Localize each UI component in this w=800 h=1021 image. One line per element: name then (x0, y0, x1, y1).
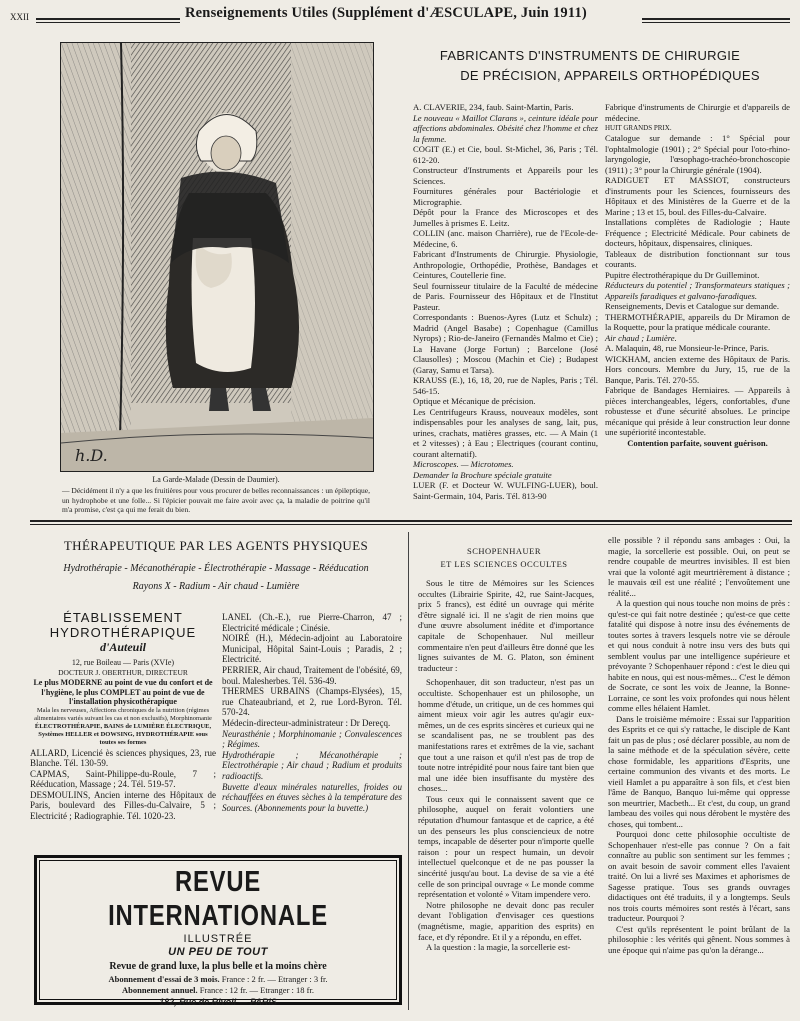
fabricants-col-right (605, 102, 790, 448)
therapeutique-title: THÉRAPEUTIQUE PAR LES AGENTS PHYSIQUES (63, 538, 369, 553)
list-item: Installations complètes de Radiologie ; Haute Fréquence ; Electricité Médicale. Pour cabinets de docteurs, hôpitaux, dispensaires, cliniques. (605, 217, 790, 248)
list-item: Fabrique de Bandages Herniaires. — Appareils à pièces interchangeables, légers, confortables, d'une robustesse et d'une sécurité absolues. Le principe mécanique qui préside à leur construction leur donne une supériorité incontestable. (605, 385, 790, 437)
article-paragraph: Sous le titre de Mémoires sur les Sciences occultes (Librairie Spirite, 42, rue Saint-Jacques, prix 5 francs), est édité un ouvrage qui mérite d'être signalé ici. Il ne s'agit de rien moins que d'une œuvre absolument inédite et d'importance capitale de Schopenhauer. Nul meilleur commentaire n'en peut d'ailleurs être donné que les lignes suivantes de M. G. Platon, son éminent traducteur : (418, 578, 594, 673)
etab-address: 12, rue Boileau — Paris (XVIe) (71, 658, 175, 667)
etab-title-2: HYDROTHÉRAPIQUE (49, 625, 197, 640)
therapeutique-col-mid (222, 612, 402, 813)
article-heading (414, 545, 594, 571)
etab-equipment: ÉLECTROTHÉRAPIE, BAINS de LUMIÈRE ÉLECTRIQUE, Systèmes HELLER et DOWSING, HYDROTHÉRAPIE sous toutes ses formes (34, 722, 212, 746)
list-item: Neurasthénie ; Morphinomanie ; Convalescences ; Régimes. (222, 728, 402, 750)
list-item: Fabricant d'Instruments de Chirurgie. Physiologie, Anthropologie, Orthopédie, Prothèse, Bandages et Ceintures, Coutellerie fine. (413, 249, 598, 280)
revue-description: Revue de grand luxe, la plus belle et la moins chère (109, 961, 327, 972)
article-paragraph: Tous ceux qui le connaissent savent que ce philosophe, auquel on ferait volontiers une réputation d'humour fantasque et de caprice, a été un des penseurs les plus consciencieux de notre temps, incapable de déserter pour n'importe quelle raison : pour un respect humain, un devoir intellectuel quelconque et de ne pas pousser la sincérité jusqu'au bout. La devise de sa vie a été celle de son principal ouvrage « Le monde comme représentation et volonté » Vitam impendere vero. (418, 793, 594, 900)
illustration-caption-text: — Décidément il n'y a que les fruitières pour vous procurer de belles reconnaissances : un épileptique, un hydrophobe et une folle... Si l'épicier pouvait me faire avoir avec ça, la maladie de poitrine qu'il m'a promise, c'est ça qui me ferait du bien. (62, 486, 370, 514)
revue-address: 182, Rue de Rivoli — PARIS (159, 997, 277, 1007)
revue-abo-essai-prices: France : 2 fr. — Etranger : 3 fr. (221, 974, 328, 984)
list-item: Dépôt pour la France des Microscopes et des Jumelles à prismes E. Leitz. (413, 207, 598, 228)
list-item: Seul fournisseur titulaire de la Faculté de médecine de Paris. Fournisseur des Hôpitaux et de l'Institut Pasteur. (413, 280, 598, 312)
article-paragraph: C'est qu'ils représentent le point brûlant de la philosophie : les vérités qui gênent. Nous sommes à une époque qui n'aime pas qu'on la dérange... (608, 923, 790, 955)
header-rule-left (36, 18, 180, 23)
list-item: A. CLAVERIE, 234, faub. Saint-Martin, Paris. (413, 102, 574, 112)
therapeutique-subtitle-1: Hydrothérapie - Mécanothérapie - Électrothérapie - Massage - Rééducation (63, 563, 369, 574)
list-item: NOIRÉ (H.), Médecin-adjoint au Laboratoire Municipal, Hôpital Saint-Louis ; Paradis, 2 ; Electricité. (222, 633, 402, 665)
header-rule-right (642, 18, 790, 23)
revue-ad (34, 855, 402, 1005)
list-item: Fournitures générales pour Bactériologie et Micrographie. (413, 186, 598, 207)
etablissement-block (30, 610, 216, 821)
list-item: Microscopes. — Microtomes. (413, 459, 514, 469)
list-item: Tableaux de distribution fonctionnant sur tous courants. (605, 248, 790, 269)
revue-tagline: UN PEU DE TOUT (168, 946, 268, 958)
therapeutique-subtitle-2: Rayons X - Radium - Air chaud - Lumière (132, 581, 300, 592)
list-item: COGIT (E.) et Cie, boul. St-Michel, 36, Paris ; Tél. 612-20. (413, 144, 598, 165)
revue-abo-annuel-prices: France : 12 fr. — Etranger : 18 fr. (199, 985, 314, 995)
list-item: A. Malaquin, 48, rue Monsieur-le-Prince, Paris. (605, 343, 770, 353)
fabricants-title-1: FABRICANTS D'INSTRUMENTS DE CHIRURGIE (439, 48, 741, 63)
section-divider (30, 520, 792, 525)
list-item: LANEL (Ch.-E.), rue Pierre-Charron, 47 ; Electricité médicale ; Cinésie. (222, 612, 402, 633)
etab-description: Le plus MODERNE au point de vue du confort et de l'hygiène, le plus COMPLET au point de vue de l'installation physicothérapique (33, 678, 213, 706)
list-item: Demander la Brochure spéciale gratuite (413, 469, 552, 480)
list-item: Air chaud ; Lumière. (605, 332, 677, 343)
list-item: Constructeur d'Instruments et Appareils pour les Sciences. (413, 165, 598, 186)
revue-abo-essai-label: Abonnement d'essai de 3 mois. (108, 974, 220, 984)
article-title-1: SCHOPENHAUER (466, 546, 541, 556)
fabricants-heading (390, 46, 790, 86)
list-item: Fabrique d'instruments de Chirurgie et d'appareils de médecine. (605, 102, 790, 123)
list-item: Contention parfaite, souvent guérison. (627, 437, 768, 448)
list-item: Réducteurs du potentiel ; Transformateurs statiques ; Appareils faradiques et galvano-faradiques. (605, 280, 790, 301)
list-item: Catalogue sur demande : 1° Spécial pour l'ophtalmologie (1901) ; 2° Spécial pour l'oto-rhino-laryngologie, l'œsophago-trachéo-bronchoscopie (1911) ; 3° pour la Chirurgie générale (1904). (605, 133, 790, 175)
header-title: Renseignements Utiles (Supplément d'ÆSCULAPE, Juin 1911) (185, 5, 587, 21)
etab-director: DOCTEUR J. OBERTHUR, DIRECTEUR (58, 668, 188, 677)
list-item: ALLARD, Licencié ès sciences physiques, 23, rue Blanche. Tél. 130-59. (30, 747, 216, 768)
etab-title-3: d'Auteuil (99, 640, 146, 654)
article-paragraph: Dans le troisième mémoire : Essai sur l'apparition des Esprits et ce qui s'y rattache, le disciple de Kant fait un pas de plus ; osé déclarer possible, au nom de la saine méthode et de la spéculation sévère, cette chose formidable, les apparitions d'Esprits, une certaine communion des vivants et des morts. Le vieil Hamlet a pu apparaître à son fils, et c'est bien l'âme de Banquo, Banquo lui-même qui oppresse son meurtrier, Macbeth... Et c'est, du coup, un grand lambeau des voiles qui nous dérobent le mystère des choses, qui tombent... (608, 713, 790, 829)
article-title-2: ET LES SCIENCES OCCULTES (440, 559, 568, 569)
list-item: HUIT GRANDS PRIX. (605, 124, 672, 132)
list-item: Hydrothérapie ; Mécanothérapie ; Electrothérapie ; Air chaud ; Radium et produits radioactifs. (222, 749, 402, 781)
revue-title: REVUE INTERNATIONALE (108, 866, 328, 932)
revue-illustree: ILLUSTRÉE (183, 933, 253, 945)
list-item: Renseignements, Devis et Catalogue sur demande. (605, 301, 779, 311)
list-item: COLLIN (anc. maison Charrière), rue de l'Ecole-de-Médecine, 6. (413, 228, 598, 249)
article-paragraph: A la question qui nous touche non moins de près : qu'est-ce qui fait notre destinée ; qu'est-ce que cette fatalité qui dispose à notre insu des événements de toutes sortes à travers lesquels notre vie se déroule et qui nous conduit à notre insu vers des buts qui semblent voulus par une intelligence supérieure et prévoyante ? Schopenhauer répond : c'est le dieu qui habite en nous, qui est nous-mêmes... C'est le démon de Socrate, ce sont les voix de Jeanne, la Bonne-Lorraine, ce sont les voix profondes qui nous hèlent comme elles hélaient Hamlet. (608, 598, 790, 713)
list-item: Optique et Mécanique de précision. (413, 396, 536, 406)
list-item: PERRIER, Air chaud, Traitement de l'obésité, 69, boul. Malesherbes. Tél. 536-49. (222, 664, 402, 686)
illustration-frame (60, 42, 374, 472)
article-col-1 (418, 578, 594, 1006)
illustration-caption-title: La Garde-Malade (Dessin de Daumier). (152, 475, 280, 484)
article-col-2 (608, 535, 790, 1007)
list-item: THERMOTHÉRAPIE, appareils du Dr Miramon de la Roquette, pour la pratique médicale courante. (605, 311, 790, 332)
article-paragraph: elle possible ? il répondu sans ambages : Oui, la magie, la sorcellerie est possible. Oui, on peut se rendre coupable de meurtres invisibles. Il est bien vrai que la volonté agit meurtrièrement à distance ; le mauvais œil est une réalité ; l'envoûtement une réalité... (608, 535, 790, 598)
list-item: KRAUSS (E.), 16, 18, 20, rue de Naples, Paris ; Tél. 546-15. (413, 375, 598, 396)
column-divider (408, 532, 409, 1010)
illustration-signature: h.D. (75, 446, 108, 465)
list-item: Buvette d'eaux minérales naturelles, froides ou réchauffées en étuves sèches à la température des Sources. (Abonnements pour la buvette.) (222, 781, 402, 813)
article-paragraph: Schopenhauer, dit son traducteur, n'est pas un occultiste. Schopenhauer est un philosophe, un homme d'étude, un critique, un de ces hommes qui aiment mieux voir agir les autres qu'agir eux-mêmes, un de ces esprits sincères et curieux qui ne se scandalisent pas, ne se troublent pas des manifestations rares et extrêmes de la vie, sachant que tout a une raison et qu'il n'est pas de trop de toute notre intrépidité pour nous faire tant bien que mal une idée bien insuffisante du mystère des choses... (418, 677, 594, 794)
etab-indications: Mala les nerveuses, Affections chroniques de la nutrition (régimes alimentaires variés suivant les cas et non exclusifs), Morphinomanie (34, 706, 212, 722)
list-item: THERMES URBAINS (Champs-Elysées), 15, rue Chateaubriand, et 2, rue Lord-Byron. Tél. 570-24. (222, 686, 402, 718)
revue-abo-annuel-label: Abonnement annuel. (122, 985, 198, 995)
fabricants-title-2: DE PRÉCISION, APPAREILS ORTHOPÉDIQUES (460, 68, 760, 83)
article-paragraph: Pourquoi donc cette philosophie occultiste de Schopenhauer n'est-elle pas connue ? On a fait connaître au public son sentiment sur les femmes ; on avait besoin de savoir comment elles l'avaient traité. On lui a livré ses Maximes et aphorismes de Sagesse pratique. Tous ses grands ouvrages didactiques ont été traduits, il y a longtemps. Seuls nos trois courts mémoires sont restés à l'écart, sans traducteur. Pourquoi ? (608, 829, 790, 923)
page-header (10, 5, 790, 32)
daumier-drawing (61, 43, 373, 471)
etab-title-1: ÉTABLISSEMENT (63, 610, 183, 625)
list-item: CAPMAS, Saint-Philippe-du-Roule, 7 ; Rééducation, Massage ; 24. Tél. 519-57. (30, 768, 216, 789)
list-item: Les Centrifugeurs Krauss, nouveaux modèles, sont indispensables pour les analyses de sang, lait, pus, urines, crachats, matières grasses, etc. — A Main (1 et 2 vitesses) ; à Eau ; Electriques (courant continu, courant alternatif). (413, 406, 598, 459)
list-item: DESMOULINS, Ancien interne des Hôpitaux de Paris, boulevard des Filles-du-Calvaire, 5 ; Electricité ; Radiographie. Tél. 1020-23. (30, 789, 216, 821)
article-paragraph: A la question : la magie, la sorcellerie est- (426, 942, 571, 953)
page-number: XXII (10, 12, 29, 22)
list-item: WICKHAM, ancien externe des Hôpitaux de Paris. Hors concours. Membre du Jury, 15, rue de la Banque, Paris. Tél. 270-55. (605, 353, 790, 385)
list-item: Médecin-directeur-administrateur : Dr Dereçq. (222, 717, 391, 728)
list-item: RADIGUET ET MASSIOT, constructeurs d'instruments pour les Sciences, fournisseurs des Hôpitaux et des Ministères de la Guerre et de la Marine ; 13 et 15, boul. des Filles-du-Calvaire. (605, 175, 790, 217)
list-item: LUER (F. et Docteur W. WULFING-LUER), boul. Saint-Germain, 104, Paris. Tél. 813-90 (413, 480, 598, 501)
fabricants-col-left (413, 102, 598, 501)
article-paragraph: Notre philosophe ne devait donc pas reculer devant l'obligation d'envisager ces questions (magnétisme, magie, apparition des esprits) en face, et d'y répondre. Et il y a répondu, en effet. (418, 899, 594, 942)
list-item: Le nouveau « Maillot Clarans », ceinture idéale pour affections abdominales. Obésité chez l'homme et chez la femme. (413, 112, 598, 144)
list-item: Correspondants : Buenos-Ayres (Lutz et Schulz) ; Madrid (Angel Basabe) ; Copenhague (Camillus Nyrops) ; Rio-de-Janeiro (Fernandès Malmo et Cie) ; La Havane (Jorge Fortun) ; Barcelone (José Clausolles) ; Moscou (Machin et Cie) ; Budapest (Garay, Samu et Tarsa). (413, 312, 598, 375)
list-item: Pupitre électrothérapique du Dr Guilleminot. (605, 269, 760, 280)
